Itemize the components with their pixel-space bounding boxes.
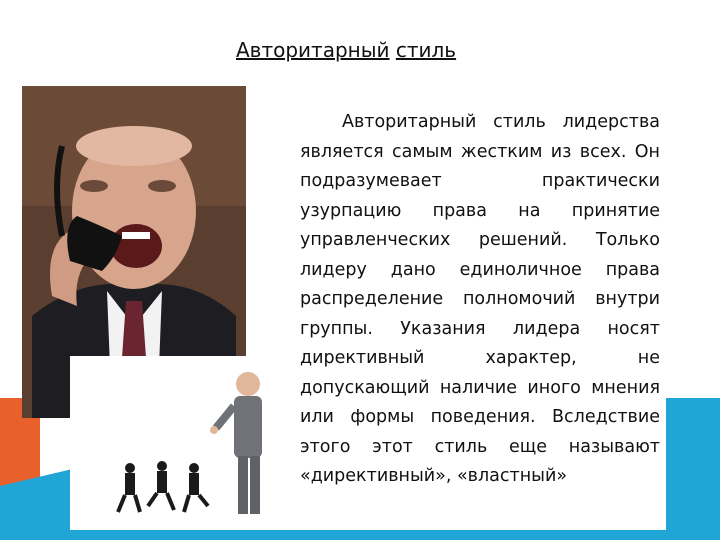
boss-and-employees-image	[70, 356, 288, 530]
title-word-2: стиль	[395, 38, 457, 62]
body-text: Авторитарный стиль лидерства является самым жестким из всех. Он подразумевает практически узурпацию права на принятие управленческих решений. Только лидеру дано единоличное права распределение полномочий внутри группы. Указания лидера носят директивный характер, не допускающий наличие иного мнения или формы поведения. Вследствие этого этот стиль еще называют «директивный», «властный»	[300, 112, 660, 486]
footer-text: РУДН 2012г.	[588, 500, 647, 510]
slide-title	[236, 38, 456, 62]
title-word-1: Авторитарный	[236, 38, 390, 62]
